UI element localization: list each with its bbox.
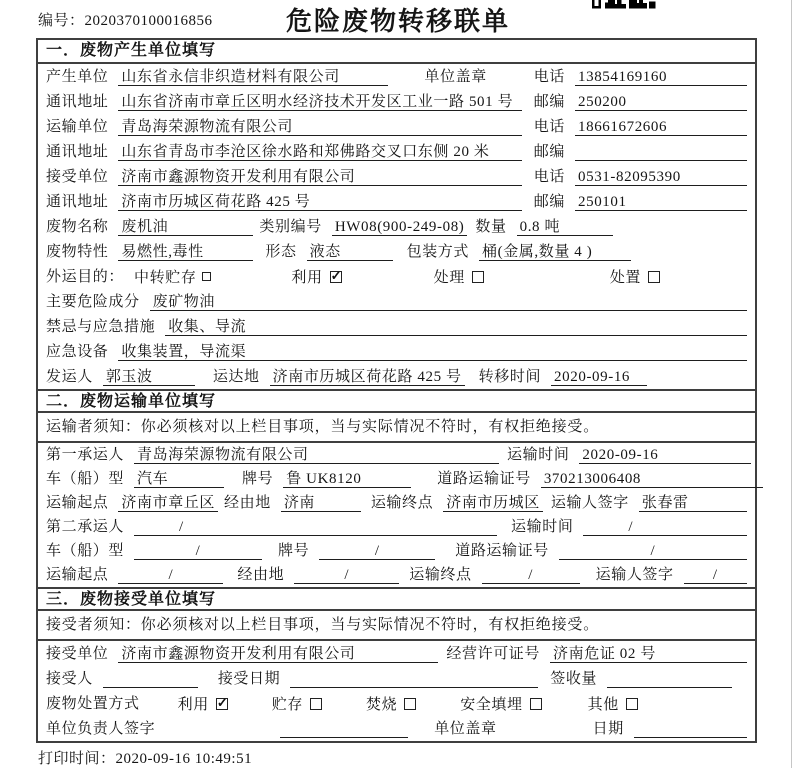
waste-name-row (38, 214, 755, 239)
purpose-option-treat (434, 267, 484, 286)
transport-time1-value: 2020-09-16 (579, 446, 751, 464)
first-carrier-row (38, 443, 755, 467)
sign-date-value (634, 720, 747, 738)
waste-category-value: HW08(900-249-08) (332, 218, 468, 236)
disposal-option-incinerate (366, 694, 416, 713)
receiver-notice-text: 接受者须知：你必须核对以上栏目事项，当与实际情况不符时，有权拒绝接受。 (46, 617, 600, 633)
waste-traits-value: 易燃性,毒性 (118, 243, 253, 261)
option-label: 利用 (291, 270, 323, 286)
route2-row (38, 563, 755, 587)
road-permit1-label: 道路运输证号 (437, 471, 531, 487)
option-label: 处置 (609, 270, 642, 286)
road-permit2-label: 道路运输证号 (455, 543, 549, 559)
producer-address-value: 山东省济南市章丘区明水经济技术开发区工业一路 501 号 (118, 93, 521, 111)
producer-address-label: 通讯地址 (46, 94, 109, 110)
vehicle1-row (38, 467, 755, 491)
producer-phone-label: 电话 (533, 69, 565, 85)
shipper-row (38, 364, 755, 389)
receiver-address-value: 济南市历城区荷花路 425 号 (118, 193, 521, 211)
checkbox-icon (626, 698, 638, 710)
accept-date-value (290, 670, 538, 688)
receiver-address-row (38, 189, 755, 214)
first-carrier-value: 青岛海荣源物流有限公司 (134, 446, 499, 464)
transporter-row (38, 114, 755, 139)
shipper-value: 郭玉波 (103, 368, 195, 386)
license-value: 济南危证 02 号 (550, 645, 747, 663)
destination-value: 济南市历城区荷花路 425 号 (270, 368, 465, 386)
plate2-label: 牌号 (278, 543, 310, 559)
waste-quantity-value: 0.8 吨 (517, 218, 613, 236)
accepting-unit-row (38, 641, 755, 666)
route2-origin-value: / (118, 566, 223, 584)
transporter-zip-value (575, 143, 747, 161)
section2-header: 二．废物运输单位填写 (38, 389, 755, 413)
vehicle1-type-value: 汽车 (134, 470, 224, 488)
waste-traits-label: 废物特性 (46, 244, 109, 260)
acceptor-row (38, 666, 755, 691)
disposal-option-other (588, 694, 638, 713)
checkbox-checked-icon (216, 698, 228, 710)
producer-row (38, 64, 755, 89)
hazard-component-label: 主要危险成分 (46, 294, 140, 310)
unit-signature-label: 单位负责人签字 (46, 721, 156, 737)
transporter-label: 运输单位 (46, 119, 109, 135)
vehicle2-type-value: / (134, 542, 262, 560)
transporter-address-row (38, 139, 755, 164)
print-time-label: 打印时间： (38, 751, 116, 767)
hazard-component-row (38, 289, 755, 314)
packing-value: 桶(金属,数量 4 ) (479, 243, 631, 261)
producer-phone-value: 13854169160 (575, 68, 747, 86)
vehicle2-row (38, 539, 755, 563)
page-title: 危险废物转移联单 (285, 7, 510, 36)
transporter-phone-value: 18661672606 (575, 118, 747, 136)
qr-code-fragment-icon (592, 0, 656, 9)
checkbox-icon (202, 272, 211, 281)
route1-signature-label: 运输人签字 (550, 495, 629, 511)
transfer-form-table (36, 38, 757, 743)
route2-signature-value: / (684, 566, 747, 584)
option-label: 焚烧 (366, 697, 398, 713)
waste-form-value: 液态 (307, 243, 393, 261)
receiver-address-label: 通讯地址 (46, 194, 109, 210)
road-permit1-value: 370213006408 (541, 470, 763, 488)
print-time-value: 2020-09-16 10:49:51 (115, 751, 253, 767)
route2-signature-label: 运输人签字 (595, 567, 674, 583)
route1-origin-value: 济南市章丘区 (118, 494, 218, 512)
route1-via-label: 经由地 (224, 495, 271, 511)
waste-form-label: 形态 (265, 244, 297, 260)
producer-label: 产生单位 (46, 69, 109, 85)
plate1-value: 鲁 UK8120 (283, 470, 411, 488)
accept-date-label: 接受日期 (217, 671, 281, 687)
producer-seal-label: 单位盖章 (424, 69, 487, 85)
receiver-phone-label: 电话 (533, 169, 565, 185)
checkbox-icon (404, 698, 416, 710)
route1-end-label: 运输终点 (370, 495, 434, 511)
transporter-phone-label: 电话 (533, 119, 565, 135)
option-label: 利用 (177, 697, 209, 713)
disposal-option-storage (272, 694, 322, 713)
packing-label: 包装方式 (406, 244, 470, 260)
route2-via-label: 经由地 (237, 567, 285, 583)
option-label: 安全填埋 (460, 697, 523, 713)
disposal-method-row (38, 691, 755, 716)
route1-signature-value: 张春雷 (639, 494, 747, 512)
waste-quantity-label: 数量 (475, 219, 507, 235)
waste-traits-row (38, 239, 755, 264)
hazard-component-value: 废矿物油 (150, 293, 747, 311)
waste-name-label: 废物名称 (46, 219, 109, 235)
transporter-notice (38, 413, 755, 443)
first-carrier-label: 第一承运人 (46, 447, 125, 463)
accepting-unit-label: 接受单位 (46, 646, 109, 662)
option-label: 处理 (433, 270, 465, 286)
transfer-time-value: 2020-09-16 (551, 368, 647, 386)
receiver-value: 济南市鑫源物资开发利用有限公司 (118, 168, 521, 186)
receiver-phone-value: 0531-82095390 (575, 168, 747, 186)
checkbox-icon (648, 271, 660, 283)
option-label: 其他 (587, 697, 619, 713)
transporter-notice-text: 运输者须知：你必须核对以上栏目事项，当与实际情况不符时，有权拒绝接受。 (46, 419, 600, 435)
receiver-zip-label: 邮编 (533, 194, 565, 210)
route1-origin-label: 运输起点 (46, 495, 109, 511)
transporter-address-value: 山东省青岛市李沧区徐水路和郑佛路交叉口东侧 20 米 (118, 143, 521, 161)
disposal-option-use (178, 694, 228, 713)
road-permit2-value: / (559, 542, 747, 560)
emergency-measures-value: 收集、导流 (165, 318, 747, 336)
print-time (38, 747, 252, 768)
transport-time2-label: 运输时间 (511, 519, 574, 535)
transporter-value: 青岛海荣源物流有限公司 (118, 118, 521, 136)
producer-value: 山东省永信非织造材料有限公司 (118, 68, 388, 86)
acceptor-label: 接受人 (46, 671, 93, 687)
transport-purpose-row (38, 264, 755, 289)
section3-header: 三．废物接受单位填写 (38, 587, 755, 611)
waste-name-value: 废机油 (118, 218, 253, 236)
receiver-zip-value: 250101 (575, 193, 747, 211)
emergency-measures-label: 禁忌与应急措施 (46, 319, 156, 335)
second-carrier-label: 第二承运人 (46, 519, 125, 535)
purpose-option-storage (134, 267, 211, 286)
disposal-option-landfill (460, 694, 541, 713)
shipper-label: 发运人 (46, 369, 93, 385)
transport-time1-label: 运输时间 (507, 447, 570, 463)
route2-end-value: / (482, 566, 580, 584)
accepting-unit-value: 济南市鑫源物资开发利用有限公司 (118, 645, 438, 663)
emergency-measures-row (38, 314, 755, 339)
producer-address-row (38, 89, 755, 114)
receiver-label: 接受单位 (46, 169, 109, 185)
unit-seal-label: 单位盖章 (434, 721, 497, 737)
unit-signature-value (280, 720, 408, 738)
transfer-time-label: 转移时间 (478, 369, 542, 385)
received-amount-value (607, 670, 732, 688)
license-label: 经营许可证号 (446, 646, 541, 662)
serial-label: 编号： (38, 13, 85, 29)
plate1-label: 牌号 (242, 471, 274, 487)
received-amount-label: 签收量 (550, 671, 598, 687)
receiver-row (38, 164, 755, 189)
emergency-equipment-value: 收集装置，导流渠 (118, 343, 747, 361)
option-label: 贮存 (271, 697, 304, 713)
vehicle1-type-label: 车（船）型 (46, 471, 125, 487)
producer-zip-label: 邮编 (533, 94, 565, 110)
checkbox-icon (472, 271, 484, 283)
option-label: 中转贮存 (134, 270, 197, 286)
destination-label: 运达地 (212, 369, 260, 385)
checkbox-icon (530, 698, 542, 710)
page-scan-edge (791, 0, 792, 768)
unit-signature-row (38, 716, 755, 741)
transport-time2-value: / (583, 518, 747, 536)
acceptor-value (103, 670, 198, 688)
route2-origin-label: 运输起点 (46, 567, 109, 583)
purpose-option-dispose (610, 267, 660, 286)
checkbox-checked-icon (330, 271, 342, 283)
purpose-option-use (291, 267, 341, 286)
emergency-equipment-label: 应急设备 (46, 344, 109, 360)
section1-header: 一．废物产生单位填写 (38, 40, 755, 64)
second-carrier-value: / (134, 518, 497, 536)
route1-via-value: 济南 (281, 494, 361, 512)
route1-end-value: 济南市历城区 (443, 494, 543, 512)
producer-zip-value: 250200 (575, 93, 747, 111)
disposal-method-label: 废物处置方式 (46, 696, 140, 712)
transporter-address-label: 通讯地址 (46, 144, 109, 160)
waste-category-label: 类别编号 (259, 219, 322, 235)
plate2-value: / (319, 542, 435, 560)
second-carrier-row (38, 515, 755, 539)
sign-date-label: 日期 (592, 721, 624, 737)
vehicle2-type-label: 车（船）型 (46, 543, 125, 559)
receiver-notice (38, 611, 755, 641)
route2-end-label: 运输终点 (409, 567, 472, 583)
emergency-equipment-row (38, 339, 755, 364)
checkbox-icon (310, 698, 322, 710)
transporter-zip-label: 邮编 (533, 144, 565, 160)
route2-via-value: / (294, 566, 399, 584)
route1-row (38, 491, 755, 515)
transport-purpose-label: 外运目的： (46, 269, 125, 285)
serial-value: 2020370100016856 (84, 13, 213, 29)
